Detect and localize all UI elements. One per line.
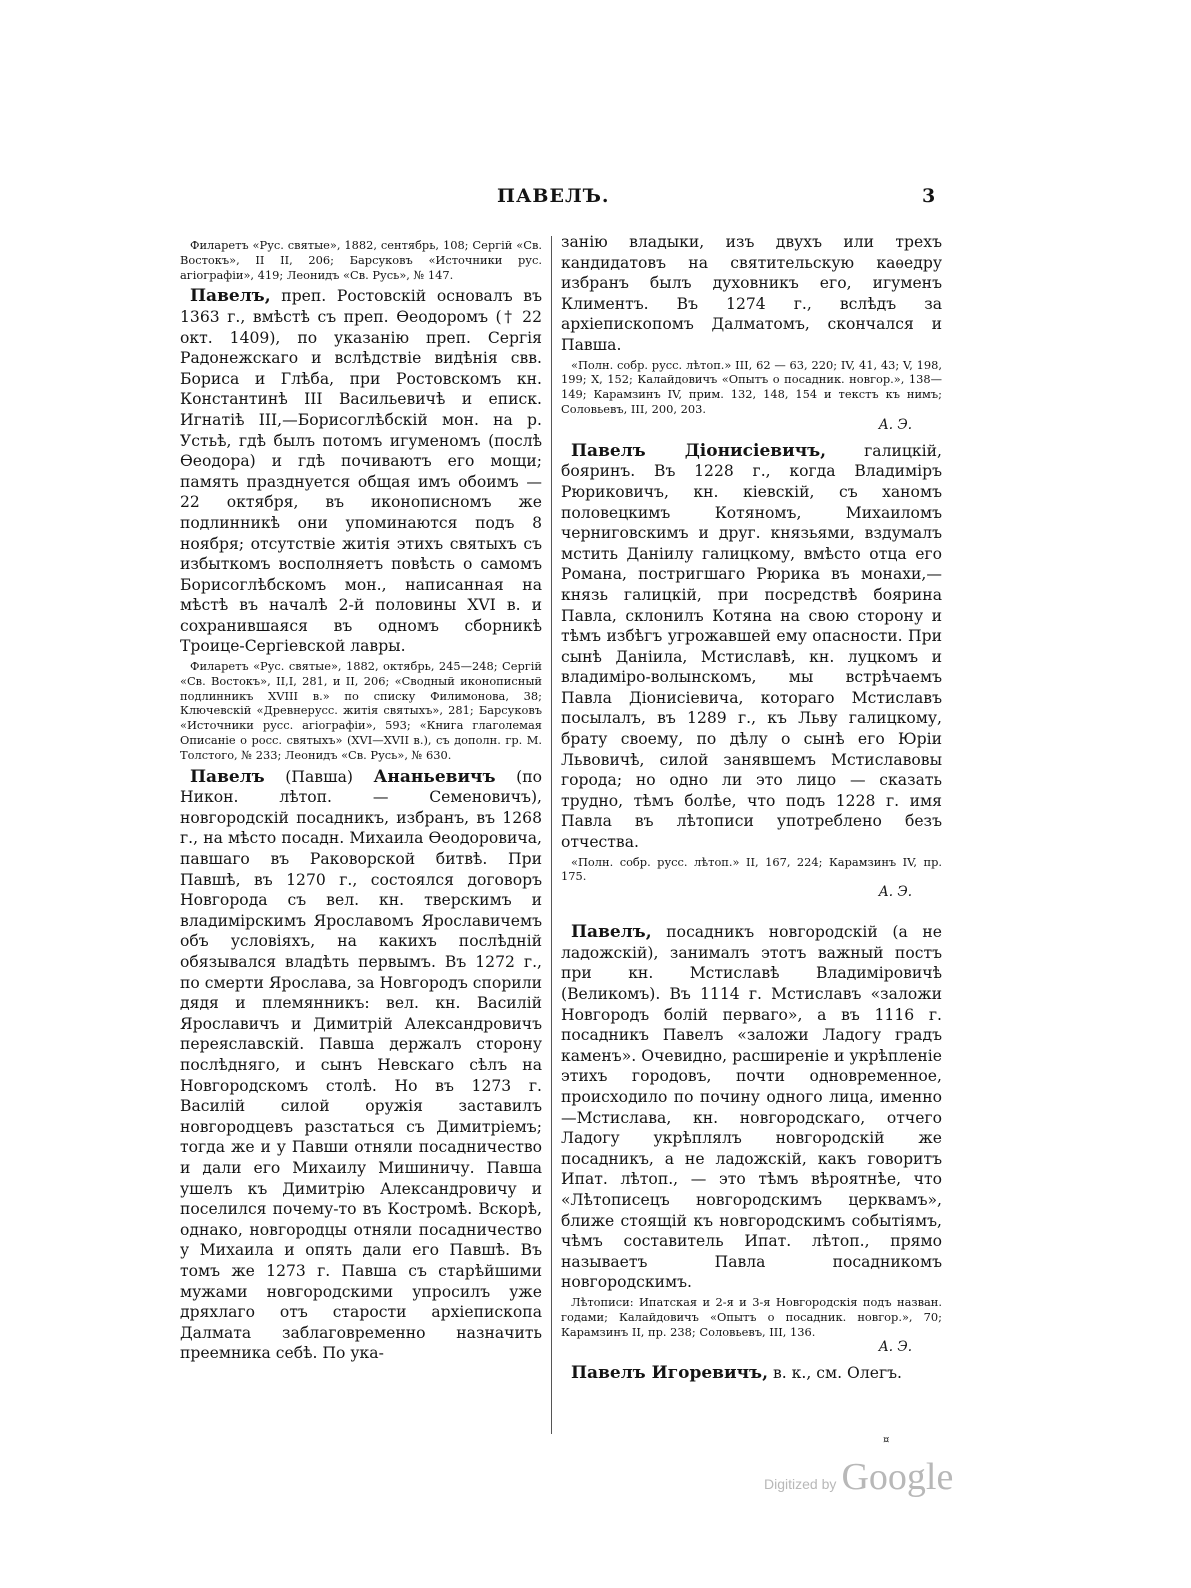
author-signature: А. Э. bbox=[878, 416, 912, 433]
digitization-watermark bbox=[764, 1455, 953, 1499]
entry-continuation: занію владыки, изъ двухъ или трехъ кандидатовъ на святительскую каѳедру избранъ былъ духовникъ его, игуменъ Климентъ. Въ 1274 г., вслѣдъ за архіепископомъ Далматомъ, скончался и Павша. bbox=[561, 233, 942, 354]
entry-pavel-ananyevich bbox=[180, 767, 542, 1364]
entry-pavel-igorevich bbox=[561, 1363, 942, 1384]
right-column bbox=[561, 233, 942, 1384]
entry-text: посадникъ новгородскій (а не ладожскій), занималъ этотъ важный постъ при кн. Мстиславѣ Владиміровичѣ (Великомъ). Въ 1114 г. Мстиславъ «заложи Новгородъ болій перваго», а въ 1116 г. посадникъ Павелъ «заложи Ладогу градъ каменъ». Очевидно, расширеніе и укрѣпленіе этихъ городовъ, почти одновременное, происходило по почину одного лица, именно—Мстислава, кн. новгородскаго, отчего Ладогу укрѣплялъ новгородскій же посадникъ, а не ладожскій, какъ говоритъ Ипат. лѣтоп., — это тѣмъ вѣроятнѣе, что «Лѣтописецъ новгородскимъ церквамъ», ближе стоящій къ новгородскимъ событіямъ, чѣмъ составитель Ипат. лѣтоп., прямо называетъ Павла посадникомъ новгородскимъ. bbox=[561, 923, 942, 1292]
running-head: ПАВЕЛЪ. bbox=[497, 185, 610, 207]
left-column bbox=[180, 238, 542, 1364]
google-logo: Google bbox=[841, 1456, 954, 1498]
author-signature: А. Э. bbox=[878, 884, 912, 901]
column-divider bbox=[551, 236, 552, 1434]
entry-headword-patronymic: Ананьевичъ bbox=[373, 766, 496, 787]
entry-headword: Павелъ Игоревичъ, bbox=[571, 1363, 768, 1384]
entry-text: преп. Ростовскій основалъ въ 1363 г., вмѣстѣ съ преп. Ѳеодоромъ († 22 окт. 1409), по указанію преп. Сергія Радонежскаго и вслѣдствіе видѣнія свв. Бориса и Глѣба, при Ростовскомъ кн. Константинѣ III Васильевичѣ и еписк. Игнатіѣ III,—Борисоглѣбскій мон. на р. Устьѣ, гдѣ былъ потомъ игуменомъ (послѣ Ѳеодора) и гдѣ почиваютъ его мощи; память празднуется общая имъ обоимъ — 22 октября, въ иконописномъ же подлинникѣ они упоминаются подъ 8 ноября; отсутствіе житія этихъ святыхъ съ избыткомъ восполняетъ повѣсть о самомъ Борисоглѣбскомъ мон., написанная на мѣстѣ въ началѣ 2-й половины XVI в. и сохранившаяся въ одномъ сборникѣ Троице-Сергіевской лавры. bbox=[180, 287, 542, 656]
source-note: «Полн. собр. русс. лѣтоп.» II, 167, 224; Карамзинъ IV, пр. 175. bbox=[561, 854, 942, 884]
source-note: Лѣтописи: Ипатская и 2-я и 3-я Новгородскія подъ назван. годами; Калайдовичъ «Опытъ о посадник. новгор.», 70; Карамзинъ II, пр. 238; Соловьевъ, III, 136. bbox=[561, 1294, 942, 1339]
author-signature: А. Э. bbox=[878, 1339, 912, 1356]
entry-pavel-dionisievich bbox=[561, 441, 942, 853]
watermark-prefix: Digitized by bbox=[764, 1476, 837, 1492]
entry-headword: Павелъ, bbox=[571, 922, 652, 943]
entry-pavel-rostovsky bbox=[180, 286, 542, 657]
entry-parenthetical: (Павша) bbox=[264, 767, 374, 786]
entry-headword: Павелъ Діонисіевичъ, bbox=[571, 440, 827, 461]
entry-pavel-posadnik bbox=[561, 922, 942, 1293]
source-note: Филаретъ «Рус. святые», 1882, сентябрь, 108; Сергій «Св. Востокъ», II II, 206; Барсуковъ «Источники рус. агіографіи», 419; Леонидъ «Св. Русь», № 147. bbox=[180, 238, 542, 282]
source-note: «Полн. собр. русс. лѣтоп.» III, 62 — 63, 220; IV, 41, 43; V, 198, 199; X, 152; Калайдовичъ «Опытъ о посадник. новгор.», 138—149; Карамзинъ IV, прим. 132, 148, 154 и текстъ къ нимъ; Соловьевъ, III, 200, 203. bbox=[561, 357, 942, 416]
entry-text: галицкій, бояринъ. Въ 1228 г., когда Владиміръ Рюриковичъ, кн. кіевскій, съ ханомъ половецкимъ Котяномъ, Михаиломъ черниговскимъ и друг. князьями, вздумалъ мстить Даніилу галицкому, вмѣсто отца его Романа, постригшаго Рюрика въ монахи,—князь галицкій, при посредствѣ боярина Павла, склонилъ Котяна на свою сторону и тѣмъ избѣгъ угрожавшей ему опасности. При сынѣ Даніила, Мстиславѣ, кн. луцкомъ и владиміро-волынскомъ, мы встрѣчаемъ Павла Діонисіевича, котораго Мстиславъ посылалъ, въ 1289 г., къ Льву галицкому, брату своему, по дѣлу о сынѣ его Юріи Львовичѣ, силой занявшемъ Мстиславовы города; но одно ли это лицо — сказать трудно, тѣмъ болѣе, что подъ 1228 г. имя Павла въ лѣтописи употреблено безъ отчества. bbox=[561, 441, 942, 852]
entry-text: в. к., см. Олегъ. bbox=[768, 1364, 903, 1383]
entry-text: (по Никон. лѣтоп. — Семеновичъ), новгородскій посадникъ, избранъ, въ 1268 г., на мѣсто посадн. Михаила Ѳеодоровича, павшаго въ Раковорской битвѣ. При Павшѣ, въ 1270 г., состоялся договоръ Новгорода съ вел. кн. тверскимъ и владимірскимъ Ярославомъ Ярославичемъ объ условіяхъ, на какихъ послѣдній обязывался владѣть первымъ. Въ 1272 г., по смерти Ярослава, за Новгородъ спорили дядя и племянникъ: вел. кн. Василій Ярославичъ и Димитрій Александровичъ переяславскій. Павша держалъ сторону послѣдняго, и сынъ Невскаго сѣлъ на Новгородскомъ столѣ. Но въ 1273 г. Василій силой оружія заставилъ новгородцевъ разстаться съ Димитріемъ; тогда же и у Павши отняли посадничество и дали его Михаилу Мишиничу. Павша ушелъ къ Димитрію Александровичу и поселился почему-то въ Костромѣ. Вскорѣ, однако, новгородцы отняли посадничество у Михаила и опять дали его Павшѣ. Въ томъ же 1273 г. Павша съ старѣйшими мужами новгородскими упросилъ уже дряхлаго отъ старости архіепископа Далмата заблаговременно назначить преемника себѣ. По ука- bbox=[180, 767, 542, 1363]
page-number: 3 bbox=[922, 185, 936, 207]
entry-headword: Павелъ, bbox=[190, 286, 271, 307]
entry-headword: Павелъ bbox=[190, 766, 265, 787]
printer-mark: ¤ bbox=[883, 1435, 890, 1446]
source-note: Филаретъ «Рус. святые», 1882, октябрь, 245—248; Сергій «Св. Востокъ», II,I, 281, и II, 206; «Сводный иконописный подлинникъ XVIII в.» по списку Филимонова, 38; Ключевскій «Древнерусс. житія святыхъ», 281; Барсуковъ «Источники русс. агіографіи», 593; «Книга глаголемая Описаніе о росс. святыхъ» (XVI—XVII в.), съ дополн. гр. М. Толстого, № 233; Леонидъ «Св. Русь», № 630. bbox=[180, 659, 542, 762]
entry-gap bbox=[561, 908, 942, 922]
